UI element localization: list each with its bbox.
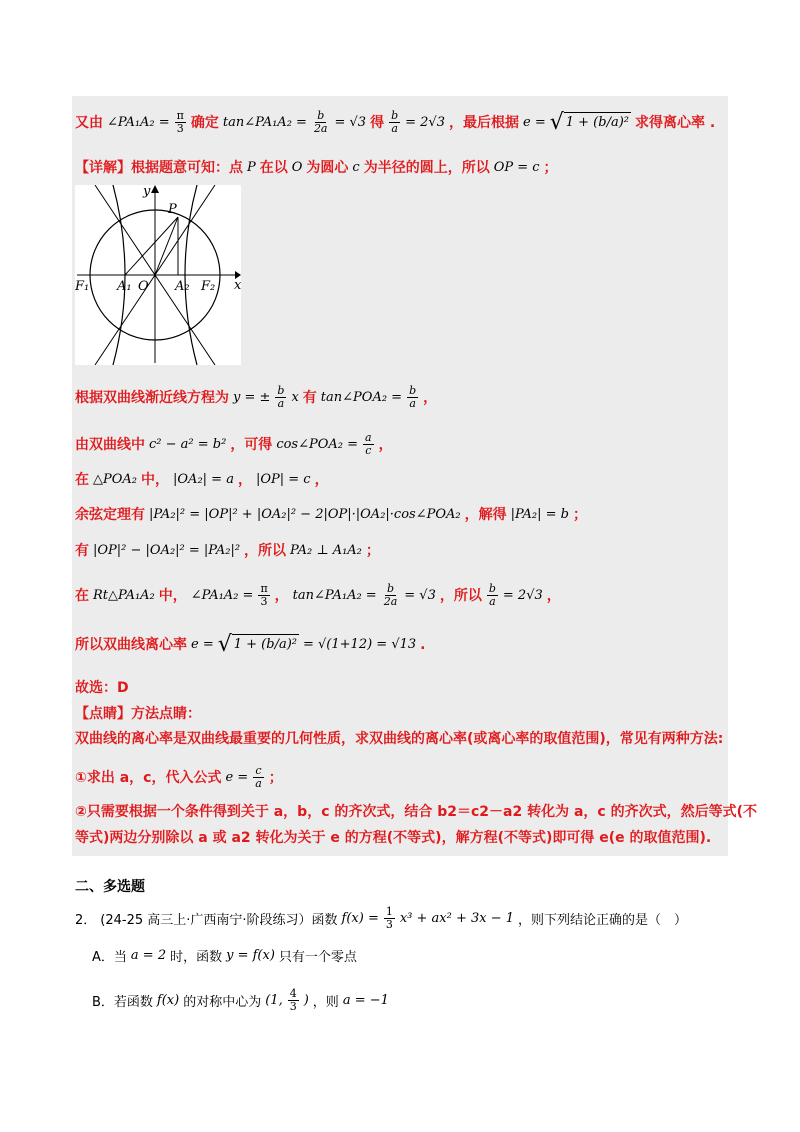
text: 在以 bbox=[259, 160, 288, 176]
denominator: 3 bbox=[289, 1000, 297, 1013]
label-F1: F₁ bbox=[75, 279, 90, 294]
math: = √3 bbox=[404, 587, 436, 603]
text: ，可得 bbox=[230, 436, 273, 453]
text: 求得离心率 . bbox=[635, 114, 716, 131]
numerator: b bbox=[317, 109, 325, 122]
text: 只有一个零点 bbox=[278, 950, 357, 965]
tip-line-3b: 等式)两边分别除以 a 或 a2 转化为关于 e 的方程(不等式)，解方程(不等式)即可得 e(e 的取值范围). bbox=[75, 830, 712, 846]
text: 为半径的圆上，所以 bbox=[363, 160, 490, 176]
fraction bbox=[258, 583, 269, 608]
text: 由双曲线中 bbox=[75, 436, 145, 453]
step-cosine bbox=[75, 432, 393, 457]
denominator: a bbox=[277, 397, 285, 410]
text: ； bbox=[365, 543, 380, 559]
step-law-of-cosines bbox=[75, 505, 587, 525]
fraction bbox=[275, 385, 286, 410]
step-perpendicular bbox=[75, 541, 380, 561]
math: tan∠PA₁A₂ = bbox=[292, 587, 377, 603]
text: 有 bbox=[75, 543, 89, 559]
square-root: √ 1 + (b/a)² bbox=[549, 109, 629, 135]
denominator: 2a bbox=[313, 122, 328, 135]
tip-line-1: 双曲线的离心率是双曲线最重要的几何性质，求双曲线的离心率(或离心率的取值范围)，常见有两种方法: bbox=[75, 731, 724, 747]
math: △POA₂ bbox=[93, 472, 138, 487]
option-a bbox=[92, 946, 357, 965]
text: ； bbox=[543, 160, 558, 176]
math: |PA₂| = b bbox=[510, 507, 569, 522]
math: |OA₂| = a bbox=[173, 472, 234, 487]
numerator: b bbox=[488, 582, 496, 595]
denominator: c bbox=[365, 444, 372, 457]
denominator: 3 bbox=[385, 918, 393, 931]
text: ①求出 a，c，代入公式 bbox=[75, 769, 222, 786]
text: ， bbox=[546, 587, 561, 604]
denominator: 3 bbox=[260, 595, 268, 608]
numerator: b bbox=[391, 109, 399, 122]
text: A．当 bbox=[92, 950, 127, 965]
label-O: O bbox=[138, 279, 149, 294]
numerator: b bbox=[277, 384, 285, 397]
text: 得 bbox=[370, 114, 385, 131]
math: O bbox=[291, 160, 303, 175]
denominator: 3 bbox=[176, 122, 184, 135]
numerator: π bbox=[176, 109, 184, 122]
text: ， bbox=[274, 587, 289, 604]
math: = √(1+12) = √13 bbox=[303, 636, 417, 652]
math: y = f(x) bbox=[226, 948, 275, 963]
text: ，所以 bbox=[439, 587, 482, 604]
text: 确定 bbox=[190, 114, 219, 131]
math: |OP|² − |OA₂|² = |PA₂|² bbox=[93, 543, 241, 558]
section-heading: 二、多选题 bbox=[75, 879, 145, 895]
text: ； bbox=[573, 507, 587, 523]
text: 时，函数 bbox=[170, 950, 223, 965]
fraction bbox=[407, 385, 418, 410]
text: 在 bbox=[75, 587, 89, 604]
math: tan∠POA₂ = bbox=[320, 389, 403, 405]
math: = 2√3 bbox=[502, 587, 543, 603]
denominator: 2a bbox=[383, 595, 398, 608]
text: ， bbox=[423, 389, 438, 406]
square-root: √ 1 + (b/a)² bbox=[217, 631, 297, 657]
text: 所以双曲线离心率 bbox=[75, 636, 187, 653]
detail-label: 【详解】根据题意可知：点 bbox=[75, 160, 243, 176]
math: ∠PA₁A₂ = bbox=[107, 114, 170, 130]
denominator: a bbox=[489, 595, 496, 608]
answer-line: 故选：D bbox=[75, 680, 129, 696]
text: 为圆心 bbox=[306, 160, 349, 176]
label-A1: A₁ bbox=[117, 279, 132, 294]
text: 中， bbox=[158, 587, 187, 604]
math: |OP| = c bbox=[255, 472, 311, 487]
y-axis-arrow bbox=[151, 185, 159, 193]
segment-A1P bbox=[125, 217, 178, 275]
text: ，解得 bbox=[464, 507, 507, 523]
math: a = −1 bbox=[342, 993, 389, 1008]
text: ， bbox=[378, 436, 393, 453]
text: 的对称中心为 bbox=[183, 995, 262, 1010]
step-eccentricity bbox=[75, 631, 426, 657]
fraction bbox=[363, 432, 374, 457]
numerator: π bbox=[260, 582, 268, 595]
label-x: x bbox=[234, 278, 241, 293]
text: ，最后根据 bbox=[449, 114, 519, 131]
question-2 bbox=[75, 906, 687, 931]
text: ，则 bbox=[312, 995, 339, 1010]
numerator: b bbox=[386, 582, 394, 595]
math: cos∠POA₂ = bbox=[276, 436, 359, 452]
math: e = bbox=[225, 769, 249, 785]
solution-intro-line bbox=[75, 110, 715, 135]
text: 又由 bbox=[75, 114, 103, 131]
fraction bbox=[253, 765, 264, 790]
detail-line bbox=[75, 158, 558, 178]
question-number: 2． bbox=[75, 913, 97, 928]
math: ) bbox=[303, 993, 309, 1008]
denominator: a bbox=[255, 777, 262, 790]
radicand: 1 + (b/a)² bbox=[564, 112, 631, 133]
text: 余弦定理有 bbox=[75, 507, 145, 523]
numerator: 4 bbox=[289, 987, 297, 1000]
math: P bbox=[247, 160, 256, 175]
text: ， bbox=[314, 472, 329, 488]
text: B．若函数 bbox=[92, 995, 153, 1010]
math: e = bbox=[523, 114, 546, 130]
step-triangle bbox=[75, 470, 329, 490]
math: a = 2 bbox=[130, 948, 167, 963]
math: f(x) = bbox=[341, 911, 379, 926]
denominator: a bbox=[391, 122, 398, 135]
math: f(x) bbox=[156, 993, 180, 1008]
label-P: P bbox=[168, 202, 177, 217]
fraction bbox=[382, 583, 400, 608]
math: (1, bbox=[265, 993, 283, 1008]
denominator: a bbox=[409, 397, 416, 410]
radicand: 1 + (b/a)² bbox=[232, 634, 299, 655]
text: ， bbox=[237, 472, 252, 488]
text: 在 bbox=[75, 472, 89, 488]
label-F2: F₂ bbox=[201, 279, 216, 294]
math: c² − a² = b² bbox=[149, 436, 227, 452]
text: ，所以 bbox=[244, 543, 287, 559]
math: x bbox=[291, 389, 299, 405]
fraction bbox=[389, 110, 400, 135]
label-A2: A₂ bbox=[175, 279, 190, 294]
hyperbola-circle-figure bbox=[75, 185, 241, 365]
option-b bbox=[92, 988, 389, 1013]
math: = √3 bbox=[334, 114, 367, 130]
numerator: 1 bbox=[385, 905, 393, 918]
text: 根据双曲线渐近线方程为 bbox=[75, 389, 229, 406]
math: OP = c bbox=[493, 160, 540, 175]
math: PA₂ ⊥ A₁A₂ bbox=[290, 543, 362, 558]
text: 中， bbox=[141, 472, 170, 488]
label-y: y bbox=[143, 185, 151, 199]
fraction bbox=[288, 988, 299, 1013]
tip-line-3a: ②只需要根据一个条件得到关于 a，b，c 的齐次式，结合 b2＝c2－a2 转化为 a，c 的齐次式，然后等式(不 bbox=[75, 804, 757, 820]
figure-svg bbox=[75, 185, 241, 365]
tip-line-2 bbox=[75, 765, 283, 790]
fraction bbox=[384, 906, 395, 931]
fraction bbox=[487, 583, 498, 608]
fraction bbox=[312, 110, 330, 135]
numerator: b bbox=[409, 384, 417, 397]
text: . bbox=[420, 636, 426, 653]
tip-label: 【点睛】方法点睛： bbox=[75, 706, 201, 722]
math: ∠PA₁A₂ = bbox=[190, 587, 254, 603]
math: x³ + ax² + 3x − 1 bbox=[399, 911, 515, 926]
math: c bbox=[352, 160, 360, 175]
math: tan∠PA₁A₂ = bbox=[222, 114, 307, 130]
fraction bbox=[175, 110, 186, 135]
math: y = ± bbox=[233, 389, 271, 405]
math: Rt△PA₁A₂ bbox=[93, 587, 155, 603]
math: = 2√3 bbox=[405, 114, 445, 130]
math: e = bbox=[191, 636, 214, 652]
step-right-triangle bbox=[75, 583, 561, 608]
math: |PA₂|² = |OP|² + |OA₂|² − 2|OP|·|OA₂|·cos∠POA₂ bbox=[149, 507, 461, 522]
numerator: c bbox=[255, 764, 262, 777]
text: 有 bbox=[302, 389, 317, 406]
question-source: (24-25 高三上·广西南宁·阶段练习）函数 bbox=[100, 913, 338, 928]
text: ； bbox=[268, 769, 283, 786]
step-asymptote bbox=[75, 385, 437, 410]
numerator: a bbox=[365, 431, 372, 444]
text: ，则下列结论正确的是（ ） bbox=[518, 913, 688, 928]
